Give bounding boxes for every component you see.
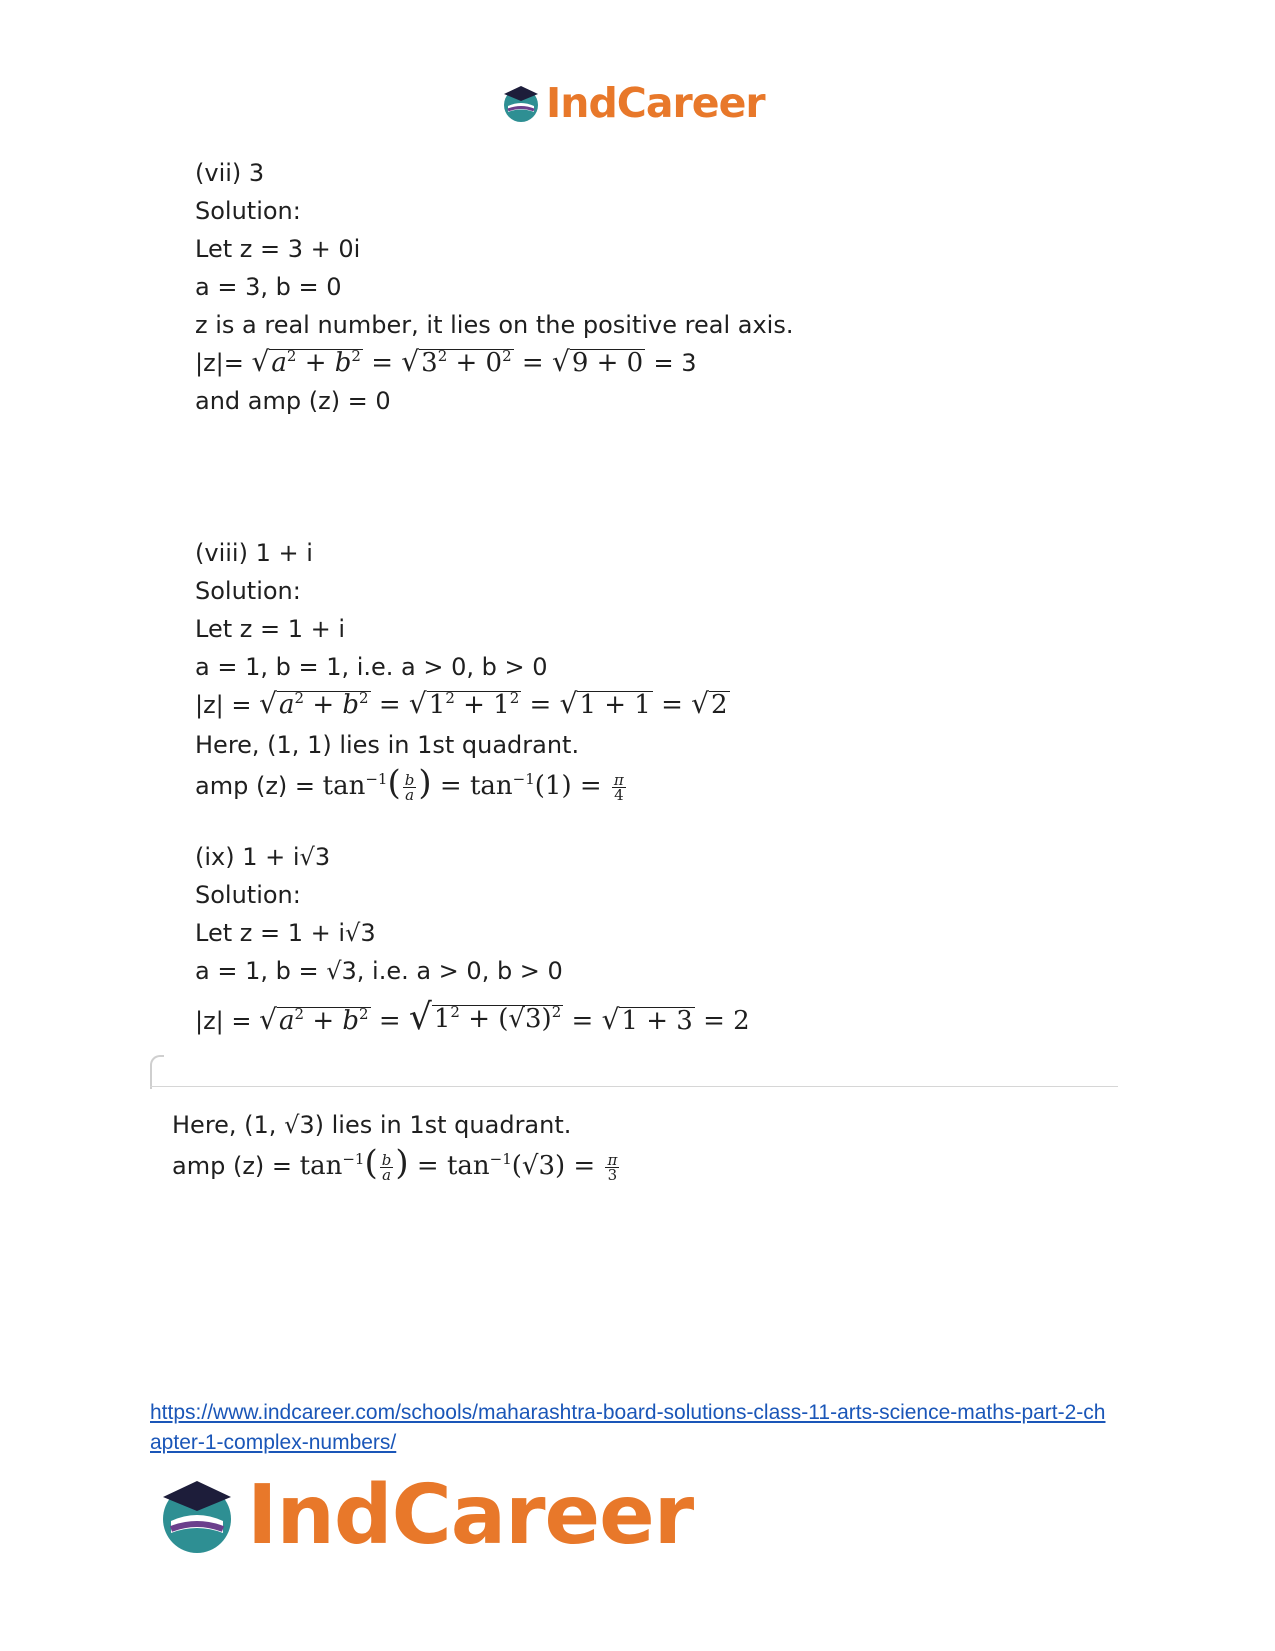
header-logo xyxy=(500,78,765,128)
ab-values: a = 3, b = 0 xyxy=(195,273,342,301)
amplitude-label: amp (z) = xyxy=(172,1152,293,1180)
let-statement: Let z = 1 + i√3 xyxy=(195,919,376,947)
source-link[interactable]: https://www.indcareer.com/schools/maharashtra-board-solutions-class-11-arts-science-maths-part-2-chapter-1-complex-numbers/ xyxy=(150,1401,1106,1454)
brand-name: IndCareer xyxy=(546,79,765,127)
quadrant-note: Here, (1, 1) lies in 1st quadrant. xyxy=(195,731,580,759)
amplitude-equation xyxy=(195,763,628,804)
heading-viii: (viii) 1 + i xyxy=(195,539,313,567)
quadrant-note: Here, (1, √3) lies in 1st quadrant. xyxy=(172,1111,572,1139)
modulus-result: = 3 xyxy=(653,349,697,377)
ab-values: a = 1, b = √3, i.e. a > 0, b > 0 xyxy=(195,957,563,985)
amplitude-line: and amp (z) = 0 xyxy=(195,387,391,415)
let-statement: Let z = 3 + 0i xyxy=(195,235,361,263)
modulus-expression: √ $a^2 + b^2$ = √ $1^2 + (√3)^2$ = √ 1 + 3 = 2 xyxy=(259,997,750,1038)
amplitude-label: amp (z) = xyxy=(195,772,316,800)
ab-values: a = 1, b = 1, i.e. a > 0, b > 0 xyxy=(195,653,548,681)
modulus-label: |z|= xyxy=(195,349,244,377)
solution-label: Solution: xyxy=(195,197,301,225)
crop-bracket xyxy=(150,1055,164,1089)
heading-ix: (ix) 1 + i√3 xyxy=(195,843,331,871)
modulus-equation xyxy=(195,345,697,378)
amplitude-equation xyxy=(172,1143,621,1184)
modulus-label: |z| = xyxy=(195,1007,252,1035)
graduation-globe-icon xyxy=(155,1473,239,1557)
modulus-label: |z| = xyxy=(195,691,252,719)
modulus-equation xyxy=(195,997,750,1038)
crop-divider xyxy=(150,1086,1118,1087)
brand-name: IndCareer xyxy=(247,1467,694,1563)
amplitude-expression: $\tan^{-1}$( $\frac{b}{a}$ ) = $\tan^{-1}(√3)$ = $\frac{\pi}{3}$ xyxy=(299,1143,618,1184)
solution-label: Solution: xyxy=(195,577,301,605)
solution-label: Solution: xyxy=(195,881,301,909)
modulus-expression: √ $a^2 + b^2$ = √ $1^2 + 1^2$ = √ 1 + 1 = √ 2 xyxy=(259,687,728,720)
note-text: z is a real number, it lies on the positive real axis. xyxy=(195,311,794,339)
footer-logo xyxy=(155,1467,694,1563)
modulus-equation xyxy=(195,687,730,720)
heading-vii: (vii) 3 xyxy=(195,159,265,187)
let-statement: Let z = 1 + i xyxy=(195,615,346,643)
modulus-expression: √ $a^2 + b^2$ = √ $3^2 + 0^2$ = √ 9 + 0 xyxy=(251,345,644,378)
amplitude-expression: $\tan^{-1}$( $\frac{b}{a}$ ) = $\tan^{-1}(1)$ = $\frac{\pi}{4}$ xyxy=(322,763,624,804)
graduation-globe-icon xyxy=(500,82,542,124)
